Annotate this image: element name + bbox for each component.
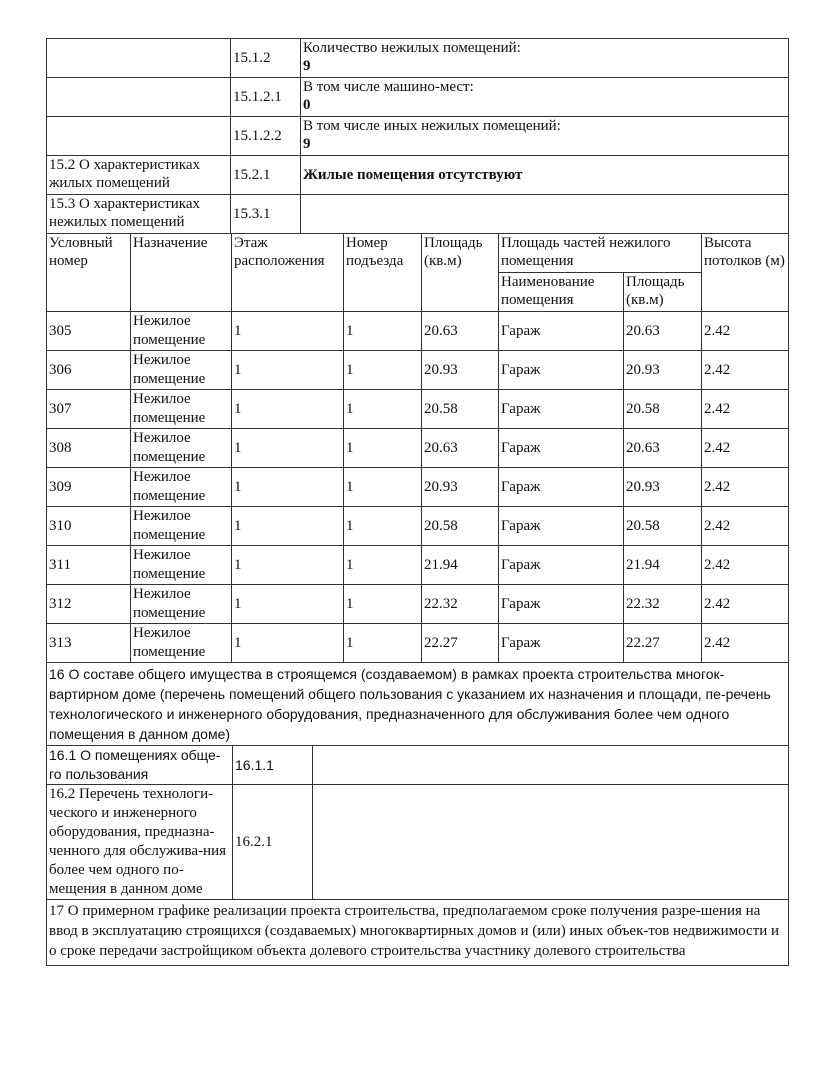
table-row [47, 39, 789, 78]
cell-entrance: 1 [344, 624, 422, 663]
table-row [47, 156, 789, 195]
item-code: 16.1.1 [233, 746, 313, 785]
section-15-summary-table [46, 38, 789, 234]
item-value: 9 [303, 136, 311, 152]
empty-cell [47, 117, 231, 156]
cell-purpose: Нежилое помещение [131, 624, 232, 663]
table-row [47, 117, 789, 156]
cell-part-area: 21.94 [624, 546, 702, 585]
table-row [47, 312, 789, 351]
section-title: 15.3 О характеристиках нежилых помещений [47, 195, 231, 234]
cell-floor: 1 [232, 624, 344, 663]
col-header-height: Высота потолков (м) [702, 234, 789, 312]
cell-part-area: 20.63 [624, 429, 702, 468]
table-row [47, 429, 789, 468]
premises-table-body [47, 312, 789, 663]
cell-part-name: Гараж [499, 429, 624, 468]
cell-entrance: 1 [344, 351, 422, 390]
cell-area: 20.93 [422, 468, 499, 507]
table-row [47, 468, 789, 507]
item-content [301, 117, 789, 156]
cell-num: 310 [47, 507, 131, 546]
cell-part-name: Гараж [499, 468, 624, 507]
empty-cell [47, 39, 231, 78]
table-row [47, 624, 789, 663]
cell-height: 2.42 [702, 585, 789, 624]
cell-height: 2.42 [702, 351, 789, 390]
cell-height: 2.42 [702, 390, 789, 429]
document-page [46, 38, 789, 966]
table-header-row [47, 234, 789, 273]
item-code: 15.2.1 [231, 156, 301, 195]
cell-entrance: 1 [344, 546, 422, 585]
cell-num: 312 [47, 585, 131, 624]
cell-entrance: 1 [344, 507, 422, 546]
table-row [47, 78, 789, 117]
cell-area: 22.32 [422, 585, 499, 624]
section-title: 15.2 О характеристиках жилых помещений [47, 156, 231, 195]
cell-floor: 1 [232, 351, 344, 390]
table-row [47, 585, 789, 624]
cell-purpose: Нежилое помещение [131, 546, 232, 585]
cell-height: 2.42 [702, 624, 789, 663]
table-row [47, 195, 789, 234]
cell-purpose: Нежилое помещение [131, 429, 232, 468]
cell-area: 20.58 [422, 390, 499, 429]
cell-purpose: Нежилое помещение [131, 468, 232, 507]
table-row [47, 390, 789, 429]
section-16-title: 16 О составе общего имущества в строящемся (создаваемом) в рамках проекта строительства многок-вартирном доме (перечень помещений общего пользования с указанием их назначения и площади, пе-речень технологического и инженерного оборудования, предназначенного для обслуживания более чем одного помещения в данном доме) [47, 663, 789, 746]
section-title: 16.2 Перечень технологи-ческого и инженерного оборудования, предназна-ченного для обслужива-ния более чем одного по-мещения в данном доме [47, 785, 233, 900]
cell-part-name: Гараж [499, 312, 624, 351]
item-label: В том числе иных нежилых помещений: [303, 118, 561, 134]
cell-entrance: 1 [344, 390, 422, 429]
empty-cell [47, 78, 231, 117]
section-title: 16.1 О помещениях обще-го пользования [47, 746, 233, 785]
cell-area: 21.94 [422, 546, 499, 585]
table-row [47, 663, 789, 746]
col-header-entrance: Номер подъезда [344, 234, 422, 312]
cell-entrance: 1 [344, 429, 422, 468]
cell-num: 309 [47, 468, 131, 507]
item-code: 15.1.2 [231, 39, 301, 78]
item-value: 9 [303, 58, 311, 74]
table-row [47, 546, 789, 585]
col-header-floor: Этаж расположения [232, 234, 344, 312]
cell-num: 313 [47, 624, 131, 663]
cell-num: 311 [47, 546, 131, 585]
cell-part-area: 20.93 [624, 351, 702, 390]
cell-floor: 1 [232, 390, 344, 429]
item-code: 15.1.2.2 [231, 117, 301, 156]
cell-part-area: 22.32 [624, 585, 702, 624]
cell-part-area: 22.27 [624, 624, 702, 663]
table-row [47, 900, 789, 966]
cell-part-area: 20.63 [624, 312, 702, 351]
cell-floor: 1 [232, 312, 344, 351]
cell-part-area: 20.93 [624, 468, 702, 507]
cell-area: 22.27 [422, 624, 499, 663]
cell-purpose: Нежилое помещение [131, 351, 232, 390]
item-label: В том числе машино-мест: [303, 79, 474, 95]
item-content [301, 39, 789, 78]
item-content [301, 78, 789, 117]
item-value [313, 746, 789, 785]
cell-purpose: Нежилое помещение [131, 390, 232, 429]
cell-part-name: Гараж [499, 390, 624, 429]
item-code: 15.3.1 [231, 195, 301, 234]
table-row [47, 785, 789, 900]
col-header-part-area: Площадь (кв.м) [624, 273, 702, 312]
cell-purpose: Нежилое помещение [131, 312, 232, 351]
cell-height: 2.42 [702, 429, 789, 468]
cell-height: 2.42 [702, 507, 789, 546]
cell-floor: 1 [232, 546, 344, 585]
cell-area: 20.63 [422, 312, 499, 351]
cell-entrance: 1 [344, 468, 422, 507]
cell-area: 20.58 [422, 507, 499, 546]
cell-part-name: Гараж [499, 507, 624, 546]
cell-num: 307 [47, 390, 131, 429]
cell-part-name: Гараж [499, 351, 624, 390]
cell-floor: 1 [232, 507, 344, 546]
cell-purpose: Нежилое помещение [131, 585, 232, 624]
col-header-parts: Площадь частей нежилого помещения [499, 234, 702, 273]
table-row [47, 351, 789, 390]
cell-area: 20.63 [422, 429, 499, 468]
cell-purpose: Нежилое помещение [131, 507, 232, 546]
cell-part-name: Гараж [499, 585, 624, 624]
cell-floor: 1 [232, 429, 344, 468]
item-value: Жилые помещения отсутствуют [301, 156, 789, 195]
table-row [47, 746, 789, 785]
cell-part-area: 20.58 [624, 390, 702, 429]
table-row [47, 507, 789, 546]
cell-floor: 1 [232, 585, 344, 624]
premises-table [46, 234, 789, 663]
cell-num: 305 [47, 312, 131, 351]
cell-entrance: 1 [344, 312, 422, 351]
cell-part-name: Гараж [499, 546, 624, 585]
section-16-table [46, 663, 789, 900]
item-code: 15.1.2.1 [231, 78, 301, 117]
item-value [301, 195, 789, 234]
cell-num: 308 [47, 429, 131, 468]
cell-part-area: 20.58 [624, 507, 702, 546]
col-header-area: Площадь (кв.м) [422, 234, 499, 312]
cell-height: 2.42 [702, 546, 789, 585]
cell-height: 2.42 [702, 468, 789, 507]
section-17-title: 17 О примерном графике реализации проекта строительства, предполагаемом сроке получения разре-шения на ввод в эксплуатацию строящихся (создаваемых) многоквартирных домов и (или) иных объек-тов недвижимости и о сроке передачи застройщиком объекта долевого строительства участнику долевого строительства [47, 900, 789, 966]
col-header-part-name: Наименование помещения [499, 273, 624, 312]
section-17-table [46, 900, 789, 966]
cell-area: 20.93 [422, 351, 499, 390]
col-header-purpose: Назначение [131, 234, 232, 312]
cell-num: 306 [47, 351, 131, 390]
item-value [313, 785, 789, 900]
cell-entrance: 1 [344, 585, 422, 624]
cell-floor: 1 [232, 468, 344, 507]
item-label: Количество нежилых помещений: [303, 40, 521, 56]
item-code: 16.2.1 [233, 785, 313, 900]
cell-height: 2.42 [702, 312, 789, 351]
item-value: 0 [303, 97, 311, 113]
cell-part-name: Гараж [499, 624, 624, 663]
col-header-num: Условный номер [47, 234, 131, 312]
